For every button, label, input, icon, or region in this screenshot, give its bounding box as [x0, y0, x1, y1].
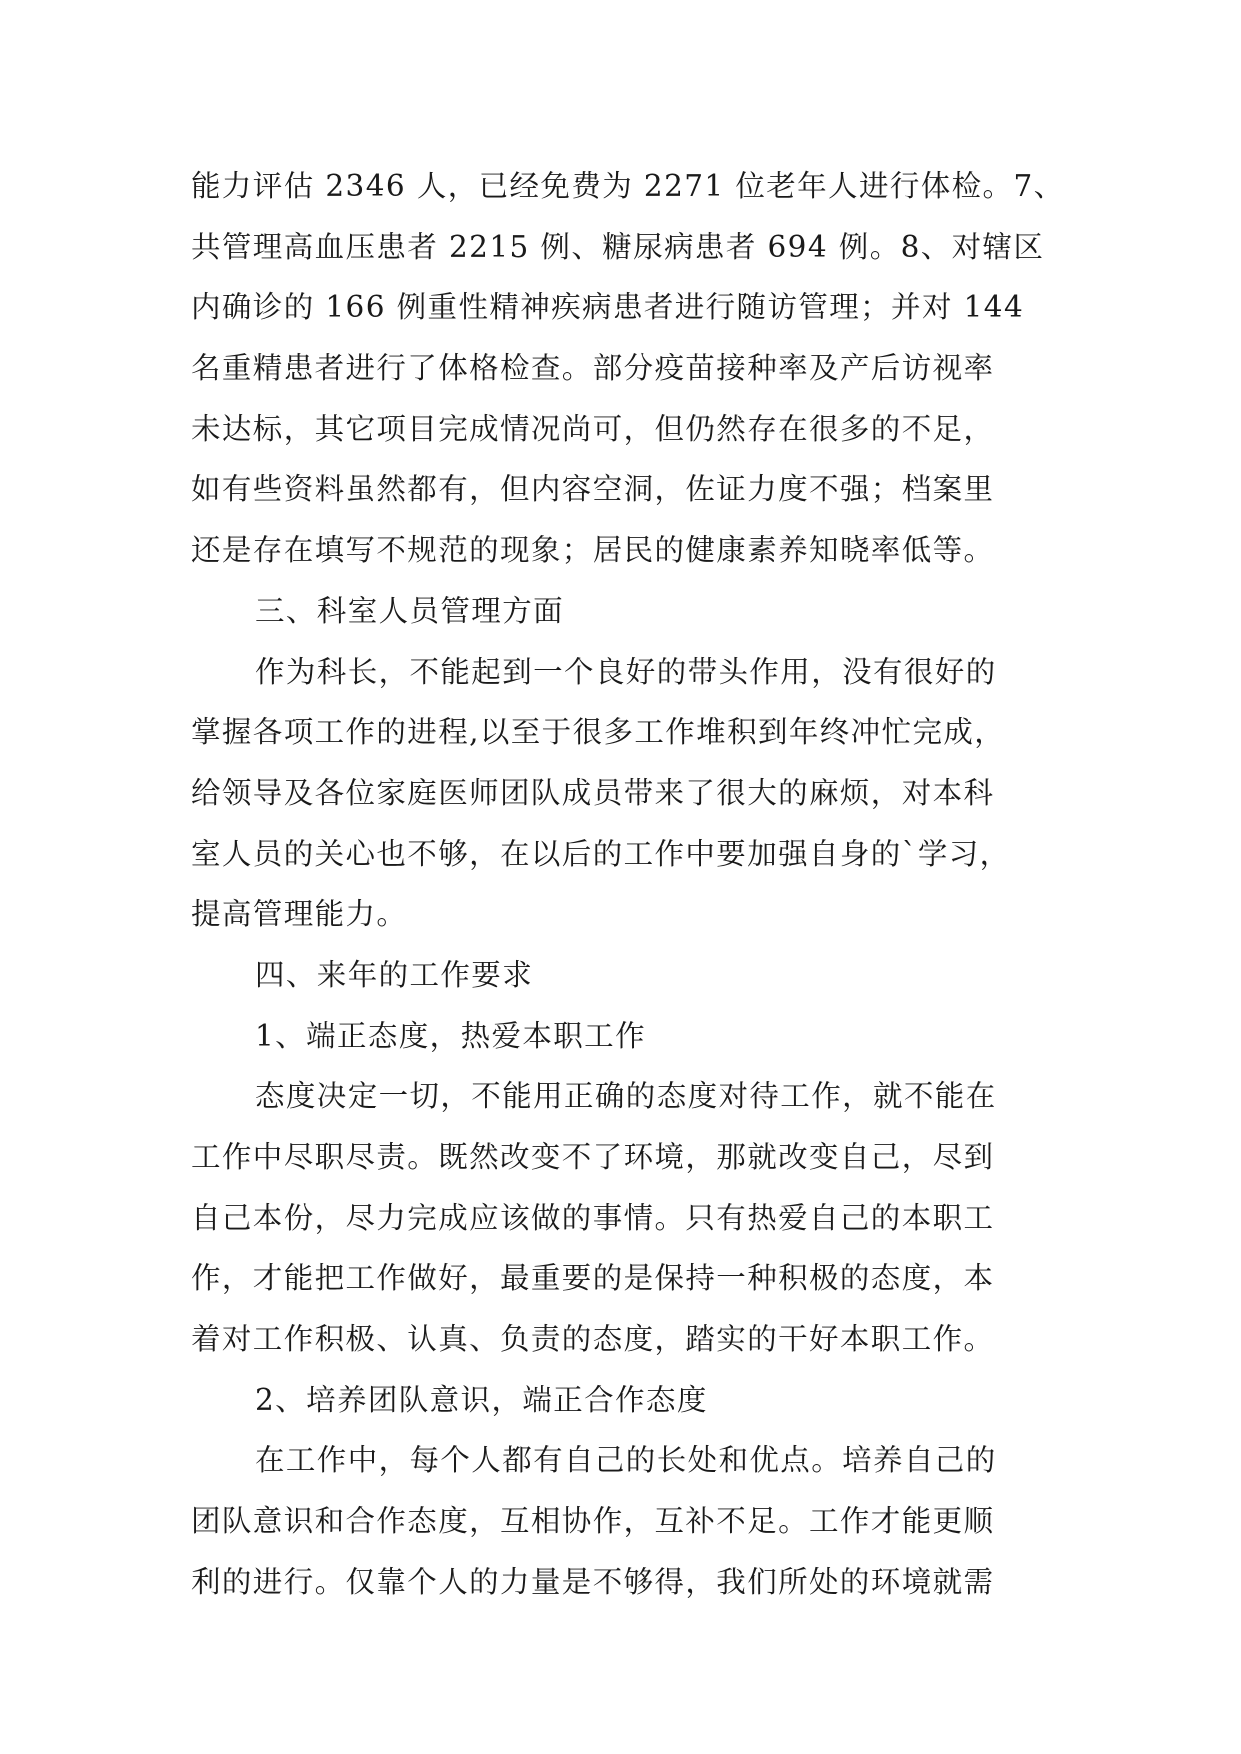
text-line: 未达标，其它项目完成情况尚可，但仍然存在很多的不足， — [191, 411, 995, 446]
text-line: 提高管理能力。 — [191, 897, 408, 932]
text-line: 名重精患者进行了体格检查。部分疫苗接种率及产后访视率 — [191, 351, 995, 386]
text-line: 自己本份，尽力完成应该做的事情。只有热爱自己的本职工 — [191, 1200, 995, 1235]
text-line: 作，才能把工作做好，最重要的是保持一种积极的态度，本 — [191, 1261, 995, 1296]
text-line: 室人员的关心也不够，在以后的工作中要加强自身的`学习， — [191, 836, 1011, 871]
text-line: 作为科长，不能起到一个良好的带头作用，没有很好的 — [255, 654, 997, 689]
text-line: 利的进行。仅靠个人的力量是不够得，我们所处的环境就需 — [191, 1564, 995, 1599]
text-line: 2、培养团队意识，端正合作态度 — [255, 1382, 708, 1417]
text-line: 三、科室人员管理方面 — [255, 593, 565, 628]
text-line: 能力评估 2346 人，已经免费为 2271 位老年人进行体检。7、 — [191, 169, 1065, 203]
text-line: 着对工作积极、认真、负责的态度，踏实的干好本职工作。 — [191, 1322, 995, 1357]
text-line: 内确诊的 166 例重性精神疾病患者进行随访管理；并对 144 — [191, 290, 1025, 325]
text-line: 四、来年的工作要求 — [255, 957, 534, 992]
text-line: 共管理高血压患者 2215 例、糖尿病患者 694 例。8、对辖区 — [191, 229, 1045, 264]
text-line: 在工作中，每个人都有自己的长处和优点。培养自己的 — [255, 1443, 997, 1478]
text-line: 团队意识和合作态度，互相协作，互补不足。工作才能更顺 — [191, 1504, 995, 1539]
text-line: 给领导及各位家庭医师团队成员带来了很大的麻烦，对本科 — [191, 775, 995, 810]
text-line: 工作中尽职尽责。既然改变不了环境，那就改变自己，尽到 — [191, 1140, 995, 1174]
text-line: 态度决定一切，不能用正确的态度对待工作，就不能在 — [255, 1079, 997, 1114]
text-line: 还是存在填写不规范的现象；居民的健康素养知晓率低等。 — [191, 533, 995, 568]
document-body — [191, 156, 1071, 1613]
text-line: 如有些资料虽然都有，但内容空洞，佐证力度不强；档案里 — [191, 472, 995, 507]
text-line: 1、端正态度，热爱本职工作 — [255, 1018, 646, 1053]
text-line: 掌握各项工作的进程,以至于很多工作堆积到年终冲忙完成， — [191, 715, 1006, 750]
